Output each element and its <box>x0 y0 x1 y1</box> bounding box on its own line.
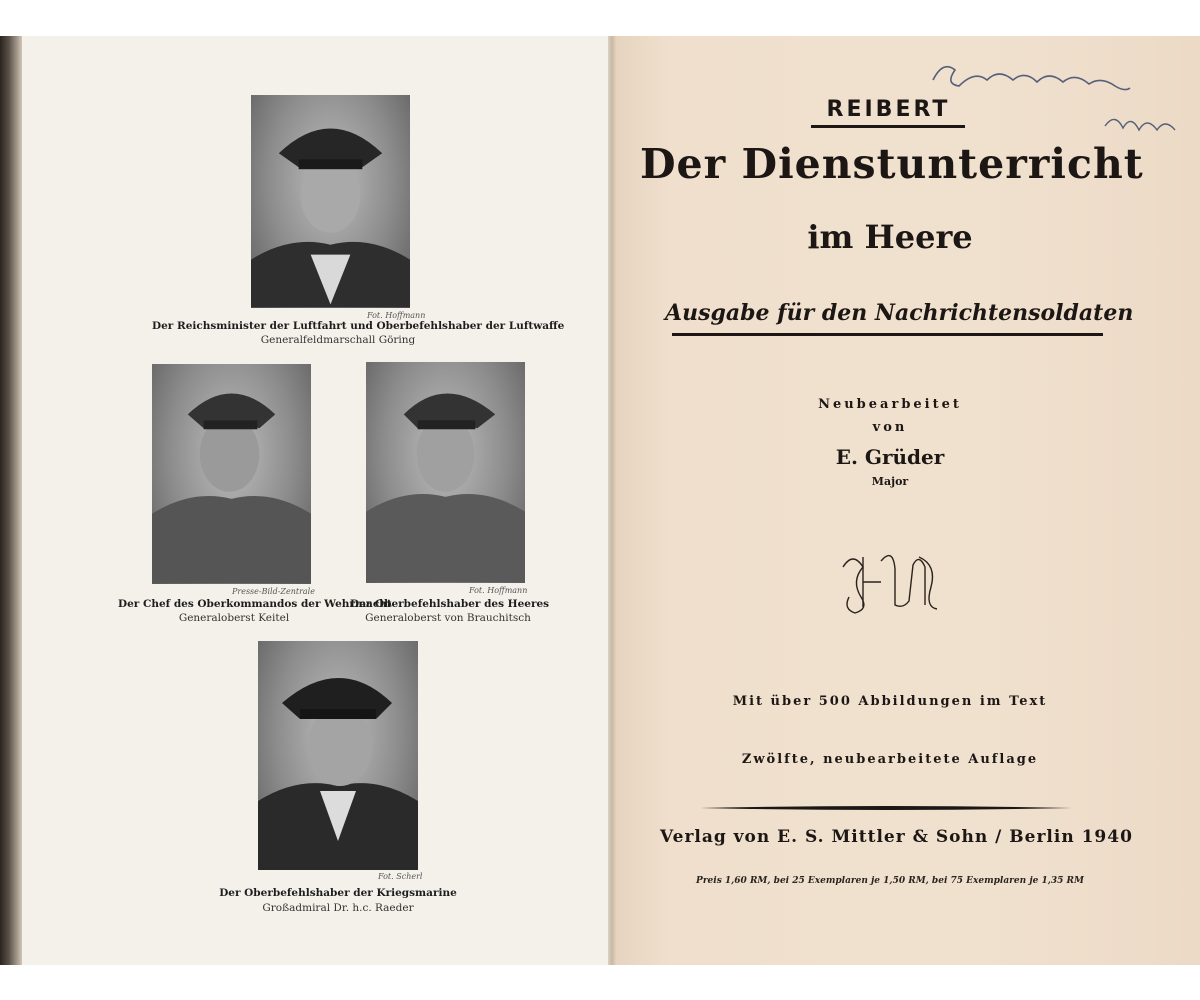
portrait-brauchitsch <box>366 362 525 583</box>
portrait-goering-image <box>251 95 410 308</box>
price-line: Preis 1,60 RM, bei 25 Exemplaren je 1,50 RM, bei 75 Exemplaren je 1,35 RM <box>696 876 1084 886</box>
edition-underline <box>672 333 1103 336</box>
illustrations-note: Mit über 500 Abbildungen im Text <box>732 694 1048 709</box>
author-underline <box>811 125 965 128</box>
photo-credit: Fot. Scherl <box>378 872 423 881</box>
portrait-brauchitsch-image <box>366 362 525 583</box>
photo-credit: Fot. Hoffmann <box>367 311 426 320</box>
caption-title: Der Reichsminister der Luftfahrt und Oberbefehlshaber der Luftwaffe <box>152 320 565 332</box>
portrait-goering <box>251 95 410 308</box>
caption-title: Der Oberbefehlshaber der Kriegsmarine <box>219 887 457 899</box>
caption-name: Generaloberst von Brauchitsch <box>365 612 531 624</box>
edition-title: Ausgabe für den Nachrichtensoldaten <box>665 300 1134 326</box>
caption-title: Der Chef des Oberkommandos der Wehrmacht <box>118 598 392 610</box>
revised-label: Neubearbeitet <box>818 397 962 412</box>
book-gutter <box>608 36 616 965</box>
editor-name: E. Grüder <box>835 445 945 469</box>
by-label: von <box>872 420 908 435</box>
publisher-line: Verlag von E. S. Mittler & Sohn / Berlin 1940 <box>660 827 1133 847</box>
portrait-raeder <box>258 641 418 870</box>
caption-name: Generalfeldmarschall Göring <box>260 334 416 346</box>
caption-name: Großadmiral Dr. h.c. Raeder <box>262 902 414 914</box>
portrait-keitel <box>152 364 311 584</box>
caption-title: Der Oberbefehlshaber des Heeres <box>350 598 550 610</box>
book-cover-edge <box>0 36 22 965</box>
edition-note: Zwölfte, neubearbeitete Auflage <box>741 752 1039 767</box>
editor-rank: Major <box>871 475 909 488</box>
decorative-rule <box>700 805 1072 811</box>
photo-credit: Fot. Hoffmann <box>469 586 528 595</box>
caption-name: Generaloberst Keitel <box>178 612 290 624</box>
book-title: Der Dienstunterricht <box>640 140 1144 188</box>
portrait-raeder-image <box>258 641 418 870</box>
author-name: REIBERT <box>826 97 951 122</box>
photo-credit: Presse-Bild-Zentrale <box>232 587 315 596</box>
book-subtitle: im Heere <box>807 218 973 256</box>
publisher-monogram-icon <box>833 547 943 617</box>
portrait-keitel-image <box>152 364 311 584</box>
